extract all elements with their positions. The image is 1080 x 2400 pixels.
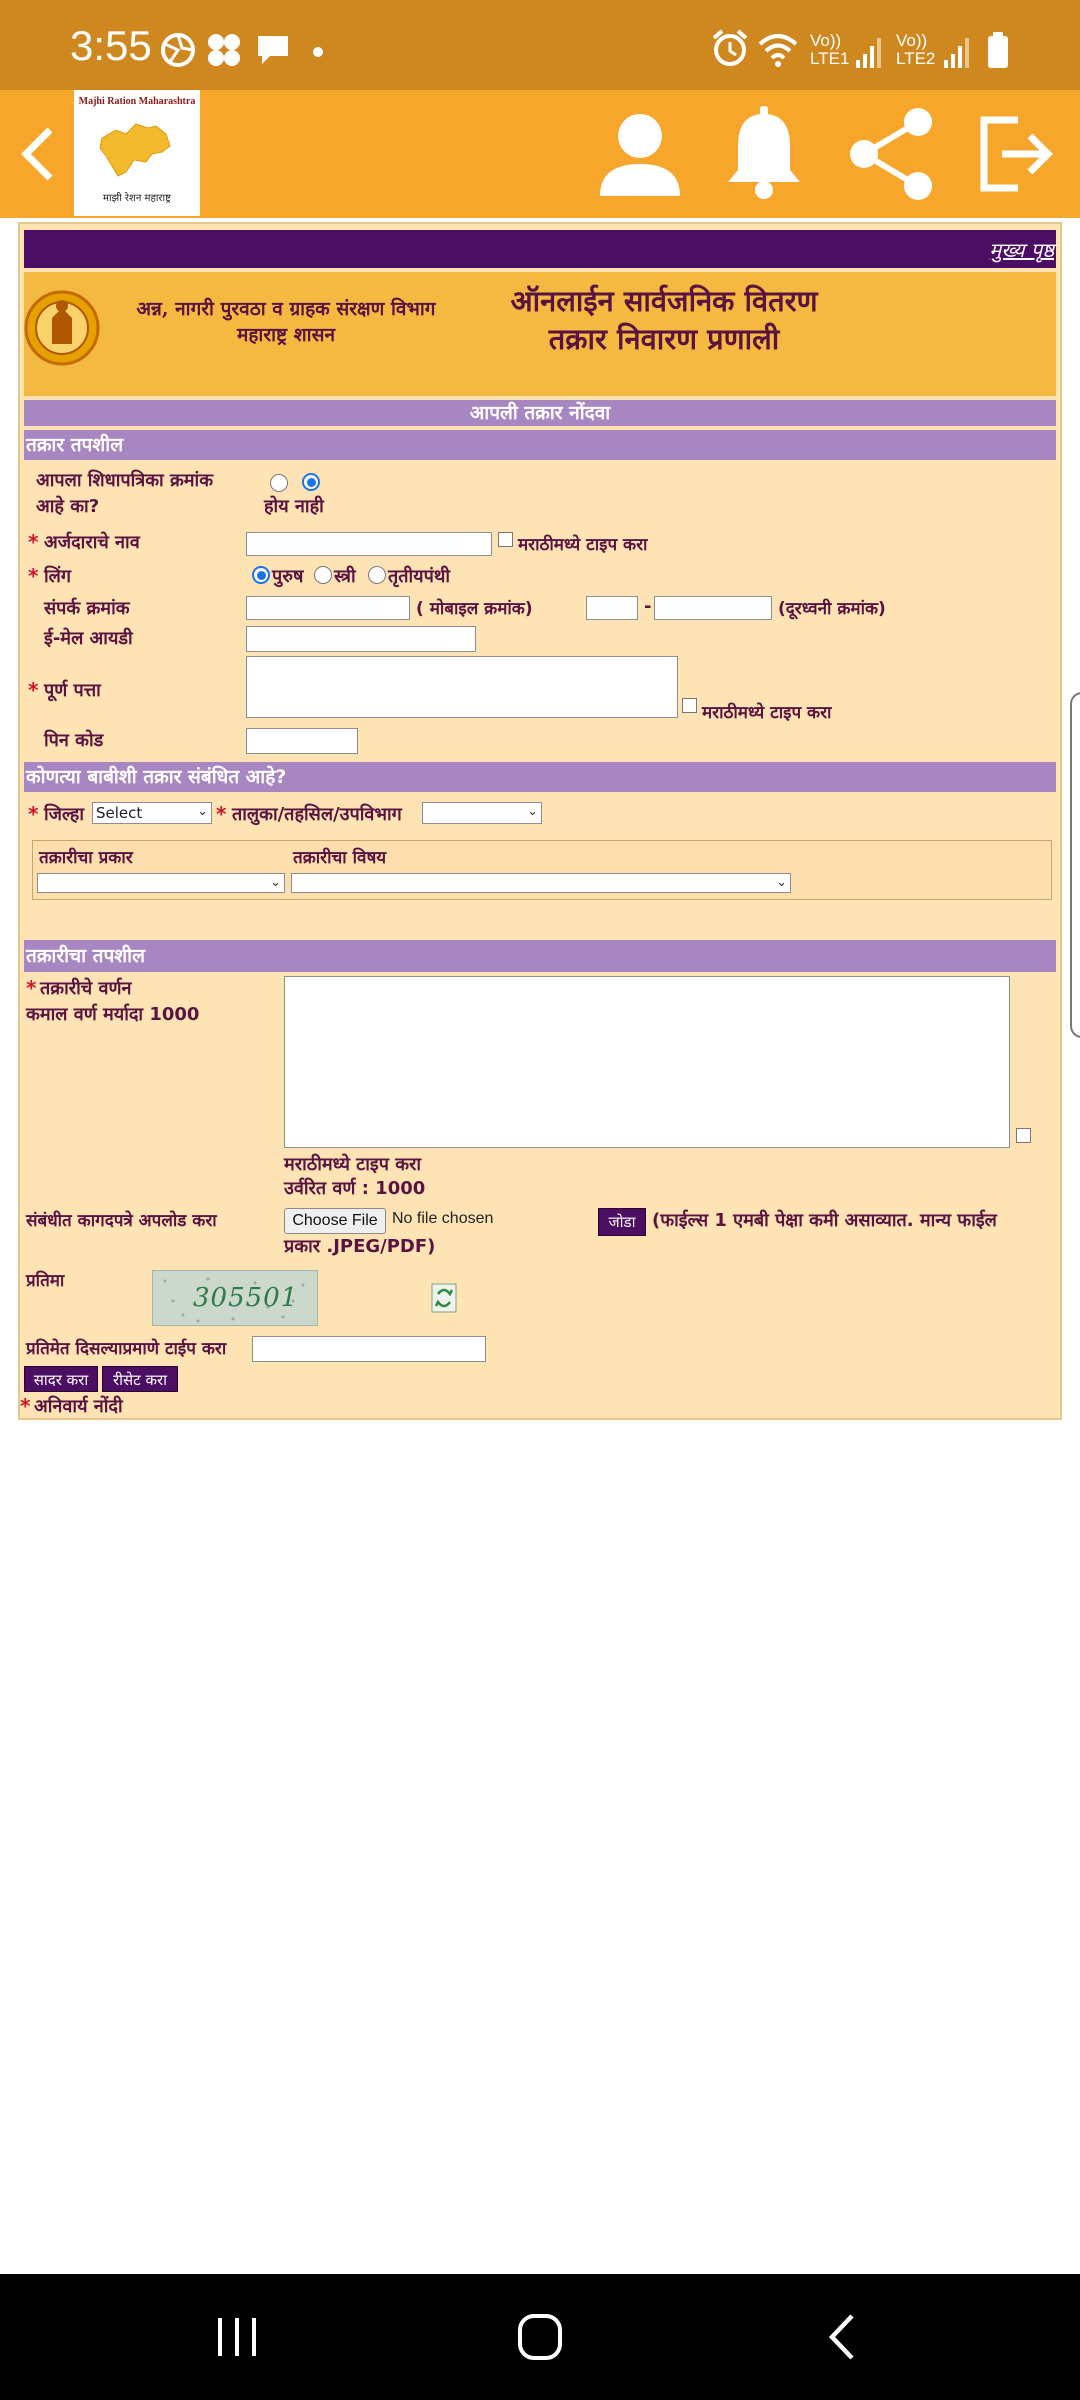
address-label: पूर्ण पत्ता [44, 680, 101, 701]
choose-file-button[interactable]: Choose File [284, 1208, 386, 1234]
complaint-type-box [32, 840, 1052, 900]
maharashtra-map-icon [96, 120, 176, 178]
attach-button[interactable]: जोडा [598, 1208, 646, 1236]
taluka-select[interactable] [422, 802, 542, 824]
gender-third-radio[interactable] [368, 566, 386, 584]
share-icon[interactable] [846, 106, 938, 202]
contact-label: संपर्क क्रमांक [44, 598, 130, 619]
complaint-subject-select[interactable] [291, 873, 791, 893]
section-complaint-subject: कोणत्या बाबीशी तक्रार संबंधित आहे? [24, 762, 1056, 792]
department-line-1: अन्न, नागरी पुरवठा व ग्राहक संरक्षण विभाग [136, 298, 436, 320]
submit-button[interactable]: सादर करा [24, 1366, 98, 1392]
signal-icon [856, 36, 884, 70]
captcha-label: प्रतिमा [26, 1271, 65, 1291]
chevron-down-icon: ⌄ [776, 875, 787, 890]
chevron-down-icon: ⌄ [527, 804, 538, 819]
type-marathi-label-3: मराठीमध्ये टाइप करा [284, 1154, 422, 1175]
gender-female-radio[interactable] [314, 566, 332, 584]
header-banner [24, 272, 1056, 396]
required-star: * [28, 530, 39, 554]
applicant-name-input[interactable] [246, 532, 492, 556]
ration-card-question [36, 468, 213, 520]
ration-card-question-line-2: आहे का? [36, 496, 100, 517]
upload-label: संबंधीत कागदपत्रे अपलोड करा [26, 1211, 217, 1231]
complaint-type-label: तक्रारीचा प्रकार [39, 848, 133, 868]
gender-male-label: पुरुष [272, 566, 304, 587]
applicant-name-label: अर्जदाराचे नाव [44, 532, 140, 553]
chevron-down-icon: ⌄ [197, 804, 208, 819]
description-textarea[interactable] [284, 976, 1010, 1148]
back-icon[interactable] [818, 2310, 868, 2364]
sim2-label: Vo)) LTE2 [896, 31, 936, 68]
required-star: * [28, 678, 39, 702]
mobile-hint: ( मोबाइल क्रमांक) [416, 599, 533, 619]
required-star: * [216, 802, 227, 826]
recent-apps-icon[interactable] [212, 2312, 262, 2362]
pincode-label: पिन कोड [44, 730, 104, 751]
complaint-subject-label: तक्रारीचा विषय [293, 848, 387, 868]
captcha-input[interactable] [252, 1336, 486, 1362]
logout-icon[interactable] [978, 114, 1058, 194]
alarm-icon [708, 28, 760, 68]
no-file-text: No file chosen [392, 1210, 494, 1227]
address-textarea[interactable] [246, 656, 678, 718]
form-title: आपली तक्रार नोंदवा [24, 400, 1056, 426]
district-select-value: Select [96, 804, 143, 822]
logo-caption: माझी रेशन महाराष्ट्र [103, 193, 171, 204]
mobile-input[interactable] [246, 596, 410, 620]
marathi-checkbox-description[interactable] [1016, 1128, 1031, 1143]
bell-icon[interactable] [722, 106, 806, 202]
ration-yes-radio[interactable] [270, 474, 288, 492]
ration-no-radio[interactable] [302, 473, 320, 491]
section-complaint-details: तक्रार तपशील [24, 430, 1056, 460]
refresh-captcha-icon[interactable] [430, 1282, 458, 1314]
pincode-input[interactable] [246, 728, 358, 754]
notification-icons [160, 30, 360, 70]
system-title-line-1: ऑनलाईन सार्वजनिक वितरण [510, 284, 818, 318]
captcha-text: 305501 [193, 1283, 299, 1313]
required-star: * [28, 802, 39, 826]
gender-female-label: स्त्री [334, 566, 356, 587]
sim1-label: Vo)) LTE1 [810, 31, 850, 68]
reset-button[interactable]: रीसेट करा [102, 1366, 178, 1392]
app-bar [0, 90, 1080, 218]
taluka-label: तालुका/तहसिल/उपविभाग [232, 804, 402, 825]
ration-card-question-line-1: आपला शिधापत्रिका क्रमांक [36, 470, 214, 491]
profile-icon[interactable] [596, 108, 684, 200]
edge-panel-handle[interactable] [1070, 692, 1080, 1038]
type-marathi-label: मराठीमध्ये टाइप करा [518, 535, 648, 555]
mandatory-note: अनिवार्य नोंदी [34, 1396, 123, 1417]
char-limit-label: कमाल वर्ण मर्यादा 1000 [26, 1004, 200, 1025]
system-nav-bar [0, 2274, 1080, 2400]
home-icon[interactable] [514, 2310, 566, 2364]
contact-dash: - [644, 596, 652, 617]
web-content [18, 222, 1062, 1420]
required-star: * [28, 564, 39, 588]
file-note [652, 1208, 1062, 1232]
email-label: ई-मेल आयडी [44, 628, 133, 649]
wifi-icon [756, 30, 802, 70]
ration-options-label: होय नाही [264, 496, 324, 517]
system-title-line-2: तक्रार निवारण प्रणाली [548, 322, 780, 356]
complaint-type-select[interactable] [37, 873, 285, 893]
department-line-2: महाराष्ट्र शासन [236, 324, 335, 346]
file-note-line-2: प्रकार .JPEG/PDF) [284, 1236, 436, 1257]
chevron-down-icon: ⌄ [270, 875, 281, 890]
required-star: * [20, 1394, 31, 1418]
government-emblem-icon [24, 278, 104, 378]
district-label: जिल्हा [44, 804, 84, 825]
battery-icon [986, 32, 1010, 72]
gender-third-label: तृतीयपंथी [388, 566, 451, 587]
district-select[interactable] [92, 802, 212, 824]
system-title [484, 282, 844, 358]
section-complaint-description: तक्रारीचा तपशील [24, 940, 1056, 972]
type-marathi-label-2: मराठीमध्ये टाइप करा [702, 703, 832, 723]
gender-male-radio[interactable] [252, 566, 270, 584]
marathi-checkbox-address[interactable] [682, 698, 697, 713]
landline-hint: (दूरध्वनी क्रमांक) [778, 599, 886, 619]
app-logo [74, 90, 200, 216]
required-star: * [26, 976, 37, 1000]
captcha-image [152, 1270, 318, 1326]
status-bar [0, 0, 1080, 90]
captcha-input-label: प्रतिमेत दिसल्याप्रमाणे टाईप करा [26, 1339, 227, 1359]
email-input[interactable] [246, 626, 476, 652]
top-nav-bar [24, 230, 1056, 268]
home-link[interactable]: मुख्य पृष्ठ [989, 238, 1054, 262]
description-label: तक्रारीचे वर्णन [40, 978, 132, 999]
file-note-line-1: (फाईल्स 1 एमबी पेक्षा कमी असाव्यात. मान्य फाईल [652, 1210, 997, 1231]
logo-title: Majhi Ration Maharashtra [78, 96, 196, 107]
std-code-input[interactable] [586, 596, 638, 620]
marathi-checkbox-name[interactable] [498, 532, 513, 547]
gender-label: लिंग [44, 566, 71, 587]
remaining-chars: उर्वरित वर्ण : 1000 [284, 1178, 426, 1199]
signal-icon-2 [944, 36, 972, 70]
landline-input[interactable] [654, 596, 772, 620]
status-time: 3:55 [70, 22, 152, 69]
department-name [106, 296, 466, 348]
back-arrow-icon[interactable] [14, 122, 58, 186]
